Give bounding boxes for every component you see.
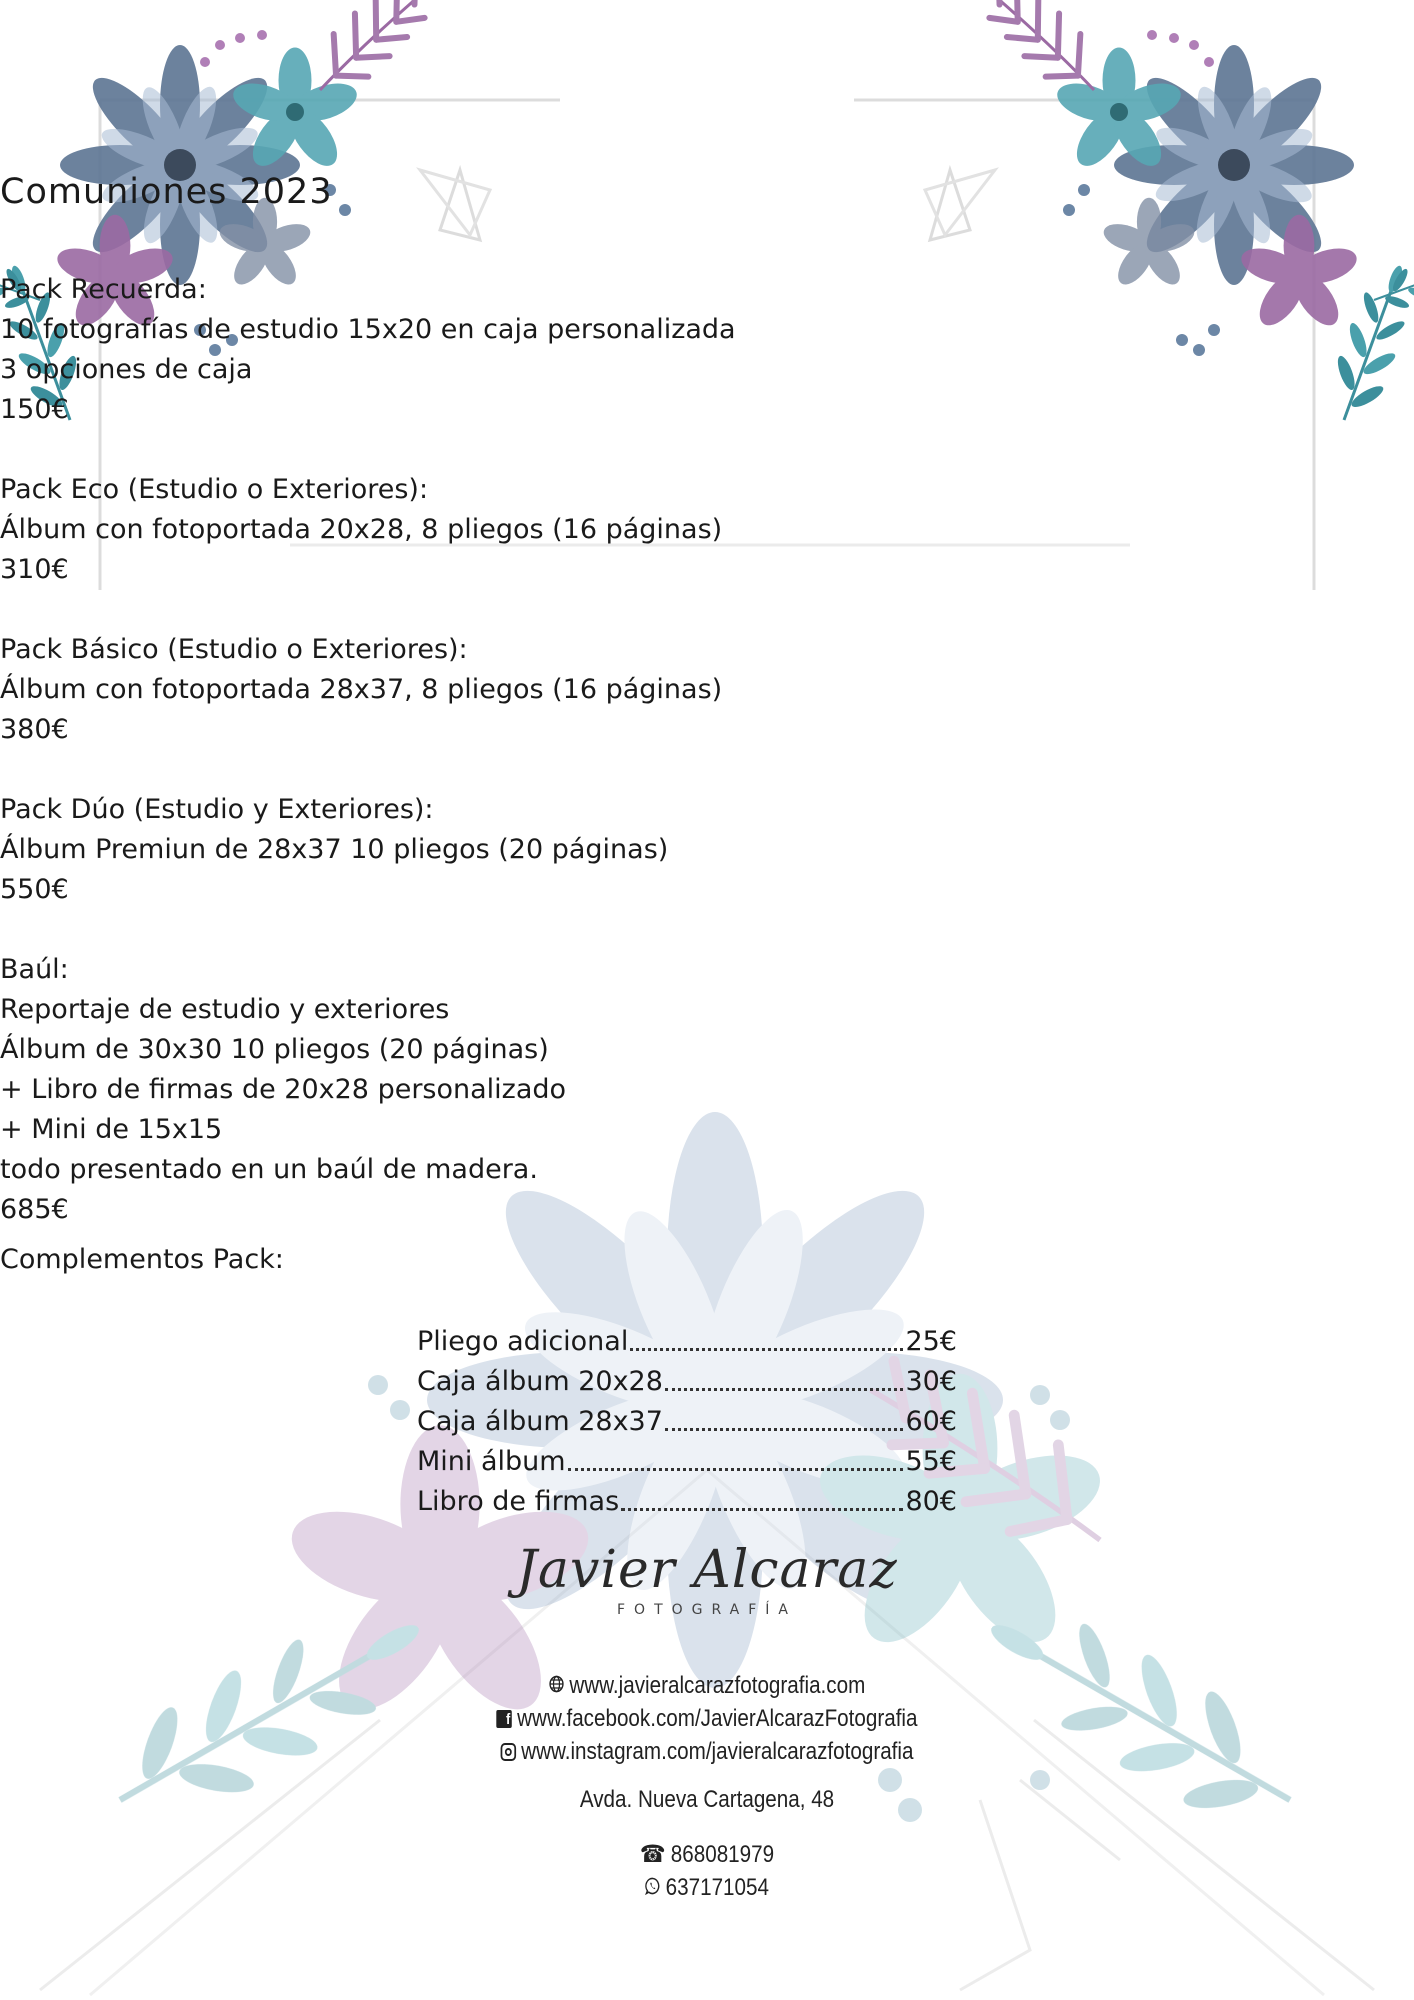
whatsapp-icon [645, 1874, 660, 1902]
dot-leader [630, 1322, 903, 1351]
pack-duo [0, 790, 1414, 910]
phone-line[interactable] [99, 1840, 1315, 1869]
whatsapp-number[interactable]: 637171054 [665, 1874, 769, 1901]
pack-basico [0, 630, 1414, 750]
pack-price: 380€ [0, 714, 69, 745]
item-name: Caja álbum 28x37 [417, 1406, 663, 1437]
facebook-line[interactable] [99, 1705, 1315, 1733]
phone-icon: ☎ [639, 1841, 666, 1868]
list-item [417, 1322, 957, 1362]
pack-line: Álbum con fotoportada 28x37, 8 pliegos (16 páginas) [0, 674, 723, 705]
website-link[interactable]: www.javieralcarazfotografia.com [569, 1672, 866, 1699]
pack-line: + Mini de 15x15 [0, 1114, 223, 1145]
globe-icon [549, 1672, 564, 1700]
item-price: 60€ [905, 1406, 957, 1437]
pack-line: Álbum de 30x30 10 pliegos (20 páginas) [0, 1034, 549, 1065]
instagram-link[interactable]: www.instagram.com/javieralcarazfotografia [521, 1738, 914, 1765]
pack-name: Pack Básico (Estudio o Exteriores): [0, 634, 468, 665]
item-price: 25€ [905, 1326, 957, 1357]
list-item [417, 1362, 957, 1402]
pack-name: Pack Eco (Estudio o Exteriores): [0, 474, 429, 505]
pack-line: 3 opciones de caja [0, 354, 253, 385]
pack-line: Álbum con fotoportada 20x28, 8 pliegos (16 páginas) [0, 514, 723, 545]
pack-line: 10 fotografías de estudio 15x20 en caja personalizada [0, 314, 736, 345]
website-line[interactable] [99, 1672, 1315, 1700]
logo-subtitle: FOTOGRAFÍA [617, 1602, 797, 1618]
pack-name: Pack Dúo (Estudio y Exteriores): [0, 794, 434, 825]
complementos-heading: Complementos Pack: [0, 1244, 284, 1275]
whatsapp-line[interactable] [99, 1874, 1315, 1902]
pack-price: 685€ [0, 1194, 69, 1225]
list-item [417, 1482, 957, 1522]
item-price: 80€ [905, 1486, 957, 1517]
address-line [99, 1786, 1315, 1814]
complementos-list [417, 1322, 957, 1522]
pack-price: 310€ [0, 554, 69, 585]
pack-recuerda [0, 270, 1414, 430]
pack-baul [0, 950, 1414, 1230]
logo-name: Javier Alcaraz [516, 1540, 898, 1600]
address-text: Avda. Nueva Cartagena, 48 [579, 1786, 835, 1813]
instagram-line[interactable] [99, 1738, 1315, 1766]
item-name: Caja álbum 20x28 [417, 1366, 663, 1397]
pack-name: Pack Recuerda: [0, 274, 207, 305]
list-item [417, 1442, 957, 1482]
item-name: Mini álbum [417, 1446, 566, 1477]
pack-price: 150€ [0, 394, 69, 425]
dot-leader [665, 1402, 904, 1431]
page-title: Comuniones 2023 [0, 172, 333, 212]
list-item [417, 1402, 957, 1442]
phone-number[interactable]: 868081979 [670, 1840, 775, 1868]
dot-leader [568, 1442, 904, 1471]
facebook-icon: f [497, 1710, 512, 1728]
pack-line: todo presentado en un baúl de madera. [0, 1154, 538, 1185]
pack-price: 550€ [0, 874, 69, 905]
item-price: 55€ [905, 1446, 957, 1477]
facebook-link[interactable]: www.facebook.com/JavierAlcarazFotografia [517, 1705, 918, 1732]
pack-line: Álbum Premiun de 28x37 10 pliegos (20 páginas) [0, 834, 669, 865]
pack-line: + Libro de firmas de 20x28 personalizado [0, 1074, 567, 1105]
item-price: 30€ [905, 1366, 957, 1397]
dot-leader [621, 1482, 903, 1511]
pack-line: Reportaje de estudio y exteriores [0, 994, 450, 1025]
item-name: Pliego adicional [417, 1326, 629, 1357]
brand-logo [0, 1540, 1414, 1618]
pack-eco [0, 470, 1414, 590]
pack-name: Baúl: [0, 954, 69, 985]
dot-leader [665, 1362, 904, 1391]
instagram-icon [501, 1743, 516, 1761]
item-name: Libro de firmas [417, 1486, 620, 1517]
